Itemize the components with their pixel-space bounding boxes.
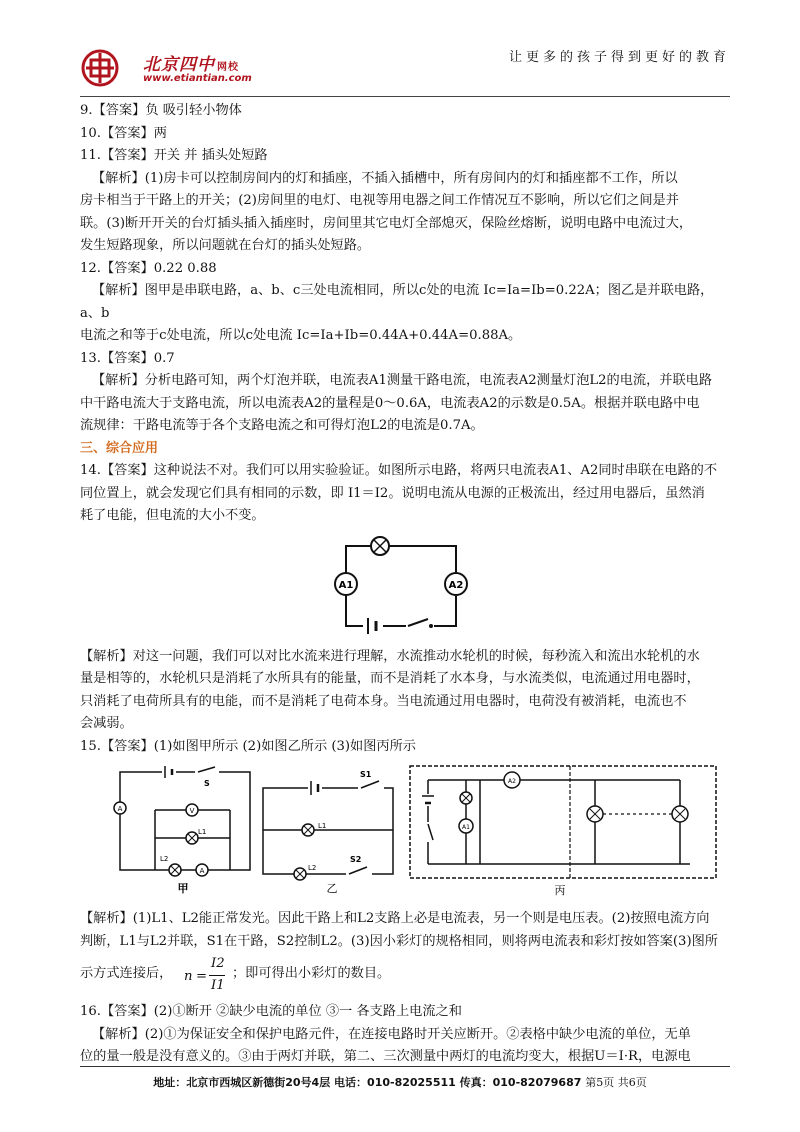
meter-label: A1 bbox=[338, 579, 354, 591]
text-line: 位的量一般是没有意义的。③由于两灯并联，第二、三次测量中两灯的电流均变大，根据U＝I·R，电源电 bbox=[80, 1049, 691, 1064]
header-slogan: 让更多的孩子得到更好的教育 bbox=[508, 50, 730, 65]
text-line: 流规律：干路电流等于各个支路电流之和可得灯泡L2的电流是0.7A。 bbox=[80, 418, 484, 433]
text-line: 9.【答案】负 吸引轻小物体 bbox=[80, 103, 242, 118]
text-line: 【解析】(1)L1、L2能正常发光。因此干路上和L2支路上必是电流表，另一个则是电压表。(2)按照电流方向 bbox=[80, 911, 710, 926]
logo-name: 北京四中 bbox=[143, 55, 215, 75]
logo-url: www.etiantian.com bbox=[143, 73, 252, 84]
footer-contact: 地址：北京市西城区新德街20号4层 电话：010-82025511 传真：010-82079687 bbox=[153, 1076, 582, 1089]
text-line: 【解析】分析电路可知，两个灯泡并联，电流表A1测量干路电流，电流表A2测量灯泡L2的电流，并联电路 bbox=[92, 373, 713, 388]
logo-text bbox=[143, 50, 239, 75]
text-line: 房卡相当于干路上的开关；(2)房间里的电灯、电视等用电器之间工作情况互不影响，所以它们之间是并 bbox=[80, 193, 679, 208]
document-body bbox=[80, 100, 730, 1069]
meter-label: A1 bbox=[462, 824, 470, 831]
lamp-label: L2 bbox=[160, 855, 169, 863]
text-line: 耗了电能，但电流的大小不变。 bbox=[80, 508, 265, 523]
switch-label: S1 bbox=[360, 770, 372, 779]
page-number: 第5页 共6页 bbox=[585, 1076, 647, 1089]
formula-n: n bbox=[184, 969, 193, 984]
formula-eq: = bbox=[196, 969, 208, 984]
text-line: 会减弱。 bbox=[80, 716, 133, 731]
switch-label: S bbox=[204, 779, 210, 788]
text-line: 13.【答案】0.7 bbox=[80, 350, 175, 366]
school-logo-icon bbox=[80, 48, 140, 88]
lamp-label: L2 bbox=[308, 864, 317, 872]
q15-circuit-diagrams bbox=[80, 762, 730, 902]
figure-caption: 甲 bbox=[177, 882, 189, 895]
text-line: 10.【答案】两 bbox=[80, 125, 167, 141]
figure-caption: 丙 bbox=[554, 884, 566, 897]
text-line: 15.【答案】(1)如图甲所示 (2)如图乙所示 (3)如图丙所示 bbox=[80, 738, 416, 754]
figure-yi bbox=[263, 788, 393, 874]
text-line: 量是相等的，水轮机只是消耗了水所具有的能量，而不是消耗了水本身，与水流类似，电流通过用电器时， bbox=[80, 671, 700, 686]
meter-label: A2 bbox=[448, 579, 464, 591]
logo-sub: 网校 bbox=[217, 62, 239, 73]
meter-label: A2 bbox=[508, 778, 516, 785]
figure-bing bbox=[410, 766, 716, 897]
text-line: 12.【答案】0.22 0.88 bbox=[80, 260, 217, 276]
meter-label: A bbox=[117, 805, 123, 813]
text-line: 示方式连接后， bbox=[80, 966, 173, 981]
figure-caption: 乙 bbox=[326, 882, 338, 895]
q14-circuit-diagram bbox=[80, 536, 730, 646]
text-line: 中干路电流大于支路电流，所以电流表A2的量程是0～0.6A，电流表A2的示数是0.5A。根据并联电路中电 bbox=[80, 395, 700, 411]
meter-label: A bbox=[199, 867, 205, 875]
text-line: 【解析】对这一问题，我们可以对比水流来进行理解，水流推动水轮机的时候，每秒流入和流出水轮机的水 bbox=[80, 648, 700, 664]
text-line: 联。(3)断开开关的台灯插头插入插座时，房间里其它电灯全部熄灭，保险丝熔断，说明电路中电流过大， bbox=[80, 215, 693, 231]
text-line: 【解析】(1)房卡可以控制房间内的灯和插座，不插入插槽中，所有房间内的灯和插座都不工作，所以 bbox=[92, 170, 678, 186]
figure-jia bbox=[117, 772, 250, 870]
text-line: ；即可得出小彩灯的数目。 bbox=[232, 966, 391, 981]
header-divider bbox=[80, 96, 730, 97]
page-footer bbox=[0, 1074, 800, 1090]
formula-line bbox=[80, 953, 730, 993]
text-line: 11.【答案】开关 并 插头处短路 bbox=[80, 148, 268, 163]
page-header bbox=[80, 38, 730, 96]
text-line: 发生短路现象，所以问题就在台灯的插头处短路。 bbox=[80, 238, 371, 253]
text-line: 16.【答案】(2)①断开 ②缺少电流的单位 ③一 各支路上电流之和 bbox=[80, 1004, 462, 1019]
meter-label: V bbox=[189, 807, 195, 815]
text-line: 14.【答案】这种说法不对。我们可以用实验验证。如图所示电路，将两只电流表A1、A2同时串联在电路的不 bbox=[80, 463, 718, 478]
section-title: 三、综合应用 bbox=[80, 440, 159, 456]
switch-label: S2 bbox=[350, 855, 362, 864]
formula-denominator: I1 bbox=[211, 978, 225, 993]
text-line: 同位置上，就会发现它们具有相同的示数，即 I1＝I2。说明电流从电源的正极流出，经过用电器后，虽然消 bbox=[80, 485, 705, 501]
footer-divider bbox=[80, 1066, 730, 1067]
text-line: 【解析】图甲是串联电路，a、b、c三处电流相同，所以c处的电流 Ic=Ia=Ib=0.22A；图乙是并联电路，a、b bbox=[80, 283, 714, 321]
text-line: 只消耗了电荷所具有的电能，而不是消耗了电荷本身。当电流通过用电器时，电荷没有被消耗，电流也不 bbox=[80, 693, 687, 709]
lamp-label: L1 bbox=[198, 828, 207, 836]
lamp-label: L1 bbox=[318, 822, 327, 830]
text-line: 电流之和等于c处电流，所以c处电流 Ic=Ia+Ib=0.44A+0.44A=0.88A。 bbox=[80, 328, 522, 343]
text-line: 判断，L1与L2并联，S1在干路，S2控制L2。(3)因小彩灯的规格相同，则将两电流表和彩灯按如答案(3)图所 bbox=[80, 933, 718, 949]
text-line: 【解析】(2)①为保证安全和保护电路元件，在连接电路时开关应断开。②表格中缺少电流的单位，无单 bbox=[92, 1026, 691, 1042]
formula-numerator: I2 bbox=[211, 956, 225, 971]
